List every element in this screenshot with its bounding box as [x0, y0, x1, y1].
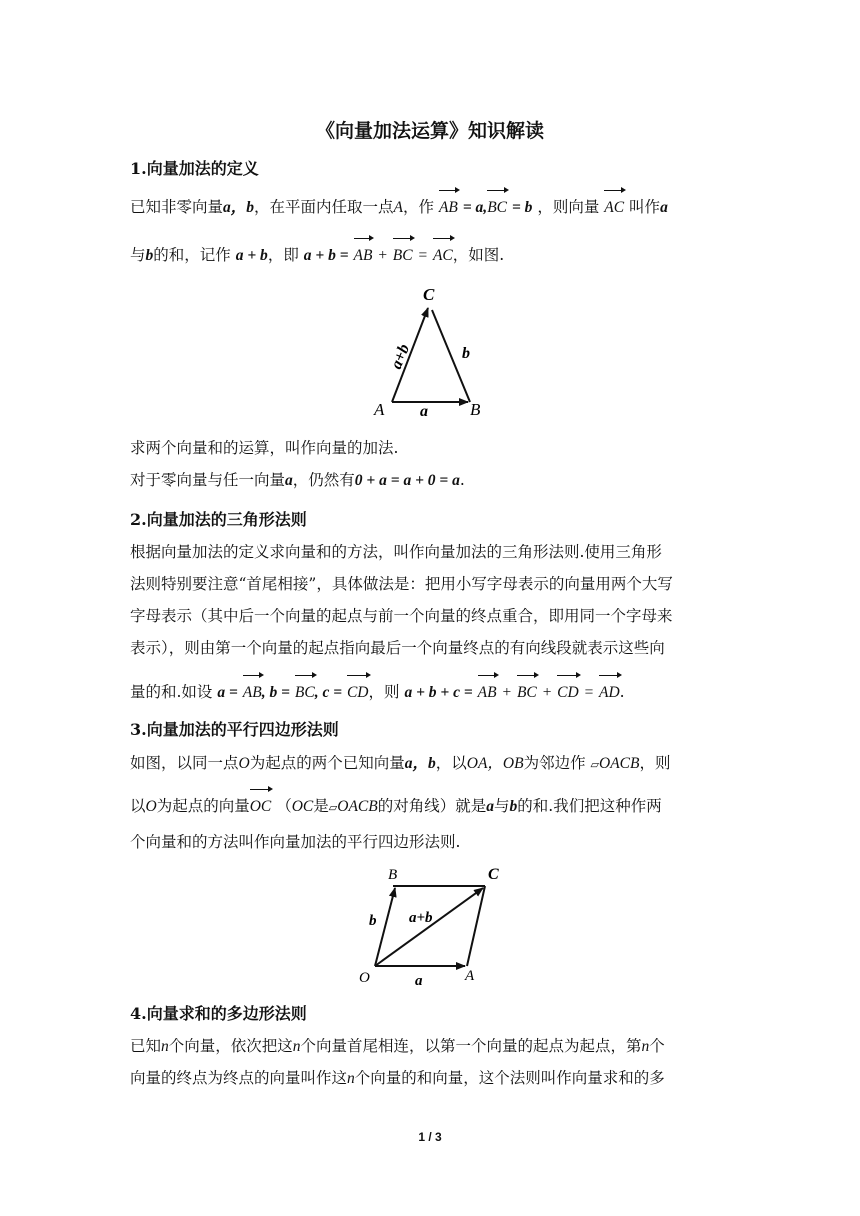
text: ，即: [267, 246, 299, 264]
text: （: [276, 797, 292, 815]
parallelogram-symbol: ▱: [590, 758, 600, 771]
vector-AB: AB: [243, 675, 262, 708]
s3-line-1: [130, 748, 734, 780]
text: ，则: [639, 754, 671, 772]
sym: =: [583, 684, 595, 701]
label-b: b: [369, 913, 377, 929]
sym: a: [660, 199, 668, 216]
text: ，仍然有: [292, 471, 355, 489]
s2-line-5: [130, 675, 734, 708]
text: 个向量，依次把这: [168, 1037, 293, 1055]
page-number: 1 / 3: [418, 1130, 442, 1144]
text: 为起点的两个已知向量: [249, 754, 405, 772]
label-a-plus-b: a+b: [409, 910, 433, 926]
sym: OA，OB: [466, 755, 524, 772]
label-a: a: [415, 973, 423, 989]
triangle-figure: [360, 280, 500, 425]
sym: OACB: [599, 755, 640, 772]
label-A: A: [374, 400, 385, 419]
vector-AB: AB: [439, 190, 458, 223]
vector-AD: AD: [599, 675, 620, 708]
sym: n: [161, 1038, 169, 1055]
text: 的对角线）就是: [377, 797, 487, 815]
sym: +: [501, 684, 513, 701]
s3-line-3: 个向量和的方法叫作向量加法的平行四边形法则.: [130, 833, 461, 851]
sym: = a,: [462, 199, 488, 216]
sym: .: [619, 683, 625, 701]
vector-AC: AC: [604, 190, 624, 223]
label-C: C: [423, 285, 435, 304]
text: 是: [313, 797, 329, 815]
section-2-heading: 2.向量加法的三角形法则: [130, 510, 307, 529]
text: 个向量首尾相连，以第一个向量的起点为起点，第: [300, 1037, 642, 1055]
sym: a: [486, 798, 494, 815]
sym: a + b =: [303, 247, 349, 264]
text: 叫作: [629, 198, 661, 216]
s1-line-3: 求两个向量和的运算，叫作向量的加法.: [130, 439, 399, 457]
vector-AB: AB: [354, 238, 373, 271]
sym: a，b: [404, 755, 436, 772]
vector-CD: CD: [557, 675, 579, 708]
vector-BC: BC: [517, 675, 537, 708]
text: 以: [130, 797, 146, 815]
text: ，则向量: [537, 198, 600, 216]
label-b: b: [462, 345, 470, 362]
sym: a，b: [223, 199, 255, 216]
label-C: C: [488, 866, 499, 883]
text: 如图，以同一点: [130, 754, 239, 772]
sym: 0 + a = a + 0 = a: [354, 472, 460, 489]
sym: n: [347, 1070, 355, 1087]
text: 已知: [130, 1037, 162, 1055]
sym: OC: [291, 798, 314, 815]
s1-line-4: [130, 465, 734, 496]
sym: O: [238, 755, 250, 772]
sym: = b: [511, 199, 533, 216]
vector-BC: BC: [487, 190, 507, 223]
s4-line-2: [130, 1063, 734, 1094]
vector-CD: CD: [347, 675, 369, 708]
text: ，则: [368, 683, 400, 701]
text: 向量的终点为终点的向量叫作这: [130, 1069, 348, 1087]
s2-line-4: 表示），则由第一个向量的起点指向最后一个向量终点的有向线段就表示这些向: [130, 639, 665, 657]
label-B: B: [470, 400, 481, 419]
label-O: O: [359, 970, 370, 986]
sym: a + b: [235, 247, 268, 264]
text: ，在平面内任取一点: [254, 198, 394, 216]
text: 为邻边作: [523, 754, 586, 772]
vector-AC: AC: [433, 238, 453, 271]
section-4-heading: 4.向量求和的多边形法则: [130, 1004, 307, 1023]
vector-BC: BC: [393, 238, 413, 271]
label-a-plus-b: a+b: [387, 341, 414, 372]
text: 量的和.如设: [130, 683, 213, 701]
sym: OACB: [337, 798, 378, 815]
sym: .: [459, 471, 465, 489]
label-A: A: [465, 968, 475, 984]
sym: b: [509, 798, 518, 815]
sym: n: [641, 1038, 650, 1055]
label-B: B: [388, 867, 398, 883]
text: ，以: [435, 754, 467, 772]
sym: A: [393, 199, 404, 216]
sym: +: [541, 684, 553, 701]
vector-OC: OC: [250, 789, 272, 822]
text: 的和.我们把这种作两: [517, 797, 662, 815]
text: 个: [649, 1037, 665, 1055]
sym: , b =: [261, 684, 290, 701]
sym: b: [145, 247, 154, 264]
s4-line-1: [130, 1031, 734, 1062]
s1-line-1: [130, 190, 734, 223]
s1-line-2: [130, 238, 734, 271]
s3-line-2: [130, 789, 734, 823]
label-a: a: [420, 403, 428, 420]
text: ，如图.: [452, 246, 505, 264]
text: 与: [130, 246, 146, 264]
text: 与: [494, 797, 510, 815]
text: ，作: [403, 198, 435, 216]
parallelogram-figure: [355, 862, 515, 990]
sym: O: [145, 798, 157, 815]
s2-line-3: 字母表示（其中后一个向量的起点与前一个向量的终点重合，即用同一个字母来: [130, 607, 673, 625]
sym: a + b + c =: [404, 684, 473, 701]
text: 个向量的和向量，这个法则叫作向量求和的多: [354, 1069, 665, 1087]
s2-line-2: 法则特别要注意“首尾相接”，具体做法是：把用小写字母表示的向量用两个大写: [130, 575, 673, 593]
text: 的和，记作: [153, 246, 231, 264]
vector-AB: AB: [478, 675, 497, 708]
sym: a: [285, 472, 293, 489]
vector-BC: BC: [295, 675, 315, 708]
sym: , c =: [314, 684, 343, 701]
s2-line-1: 根据向量加法的定义求向量和的方法，叫作向量加法的三角形法则.使用三角形: [130, 543, 662, 561]
section-1-heading: 1.向量加法的定义: [130, 159, 259, 178]
sym: a =: [217, 684, 238, 701]
text: 为起点的向量: [156, 797, 250, 815]
sym: n: [292, 1038, 301, 1055]
text: 已知非零向量: [130, 198, 224, 216]
section-3-heading: 3.向量加法的平行四边形法则: [130, 720, 339, 739]
page-title: 《向量加法运算》知识解读: [315, 120, 544, 142]
sym: =: [417, 247, 428, 264]
sym: +: [377, 247, 388, 264]
text: 对于零向量与任一向量: [130, 471, 286, 489]
parallelogram-symbol: ▱: [328, 801, 338, 814]
